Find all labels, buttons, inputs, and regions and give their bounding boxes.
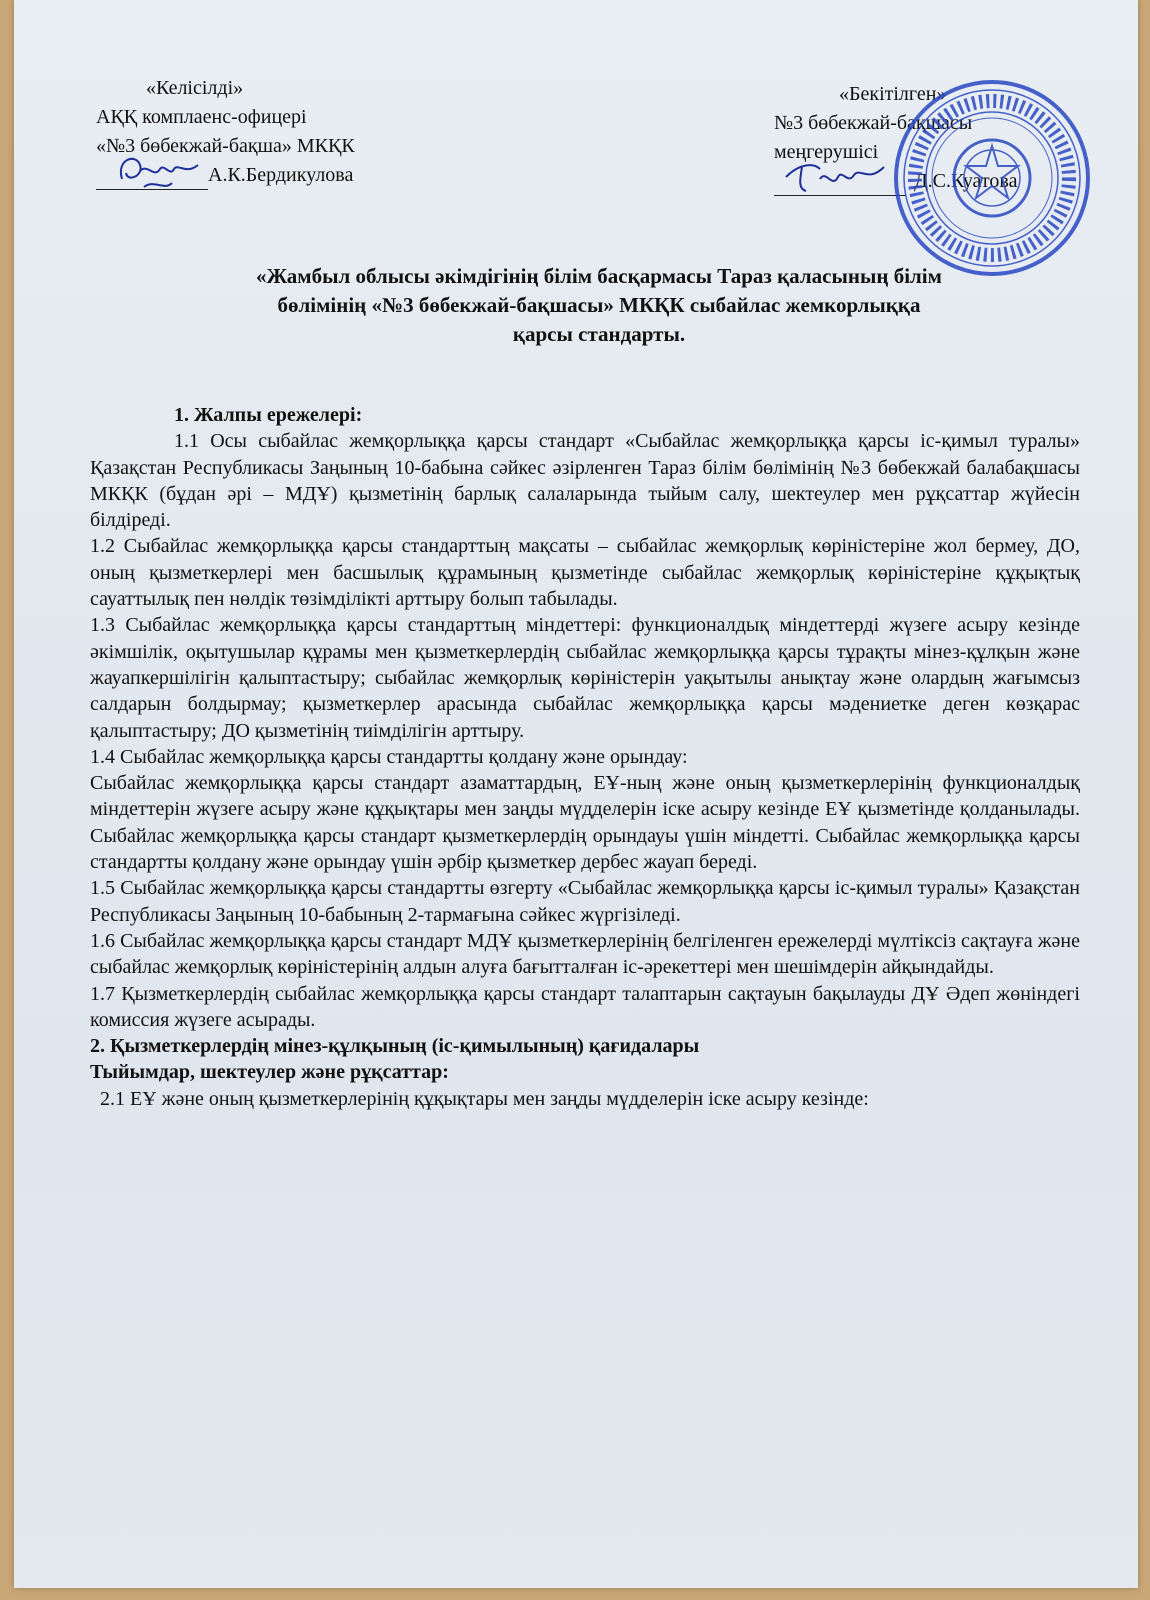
title-line-2: бөлімінің «№3 бөбекжай-бақшасы» МКҚК сыбайлас жемкорлыққа xyxy=(277,293,921,317)
agreed-signer-name: А.К.Бердикулова xyxy=(208,164,354,186)
approved-position: меңгерушісі xyxy=(774,141,879,163)
agreed-organization: «№3 бөбекжай-бақша» МКҚК xyxy=(96,135,355,157)
approved-label: «Бекітілген» xyxy=(839,83,947,105)
agreed-label: «Келісілді» xyxy=(146,77,244,99)
approved-signature-line xyxy=(774,173,906,196)
paragraph-1-2: 1.2 Сыбайлас жемқорлыққа қарсы стандарттың мақсаты – сыбайлас жемқорлық көріністеріне жол бермеу, ДО, оның қызметкерлері мен басшылық құрамының қызметінде сыбайлас жемқорлық көріністеріне құқықтық сауаттылық пен нөлдік төзімділікті арттыру болып табылады. xyxy=(90,535,1080,611)
paragraph-1-4-body: Сыбайлас жемқорлыққа қарсы стандарт азаматтардың, ЕҰ-ның және оның қызметкерлерінің функционалдық міндеттерін жүзеге асыру және құқықтары мен заңды мүдделерін іске асыру кезінде ЕҰ қызметінде қолданылады. Сыбайлас жемқорлыққа қарсы стандарт қызметкерлердің орындауы үшін міндетті. Сыбайлас жемқорлыққа қарсы стандартты қолдану және орындау үшін әрбір қызметкер дербес жауап береді. xyxy=(90,772,1080,874)
handwritten-signature-icon xyxy=(780,155,890,199)
paragraph-1-6: 1.6 Сыбайлас жемқорлыққа қарсы стандарт МДҰ қызметкерлерінің белгіленген ережелерді мүлтіксіз сақтауға және сыбайлас жемқорлық көріністерінің алдын алуға бағытталған іс-әрекеттері мен шешімдерін айқындайды. xyxy=(90,929,1080,979)
agreed-position: АҚҚ комплаенс-офицері xyxy=(96,106,307,128)
approved-organization: №3 бөбекжай-бақшасы xyxy=(774,112,973,134)
document-title xyxy=(114,262,1084,349)
approved-signer-name: Д.С.Куатова xyxy=(914,170,1018,192)
agreed-signature-row xyxy=(96,161,355,190)
paragraph-1-1: 1.1 Осы сыбайлас жемқорлыққа қарсы стандарт «Сыбайлас жемқорлыққа қарсы іс-қимыл туралы» Қазақстан Республикасы Заңының 10-бабына сәйкес әзірленген Тараз білім бөлімінің №3 бөбекжай балабақшасы МКҚК (бұдан әрі – МДҰ) қызметінің барлық салаларында тыйым салу, шектеулер мен рұқсаттар жүйесін білдіреді. xyxy=(90,430,1080,532)
document-page xyxy=(14,0,1138,1588)
paragraph-2-1: 2.1 ЕҰ және оның қызметкерлерінің құқықтары мен заңды мүдделерін іске асыру кезінде: xyxy=(100,1087,869,1110)
paragraph-1-5: 1.5 Сыбайлас жемқорлыққа қарсы стандартты өзгерту «Сыбайлас жемқорлыққа қарсы іс-қимыл туралы» Қазақстан Республикасы Заңының 10-бабының 2-тармағына сәйкес жүргізіледі. xyxy=(90,877,1080,926)
section-2-heading: 2. Қызметкерлердің мінез-құлқының (іс-қимылының) қағидалары xyxy=(90,1035,700,1058)
approval-block-agreed xyxy=(96,74,355,190)
paragraph-1-3: 1.3 Сыбайлас жемқорлыққа қарсы стандарттың міндеттері: функционалдық міндеттерді жүзеге асыру кезінде әкімшілік, оқытушылар құрамы мен қызметкерлердің сыбайлас жемқорлыққа қарсы тұрақты мінез-құлқын және жауапкершілігін қалыптастыру; сыбайлас жемқорлық көріністерін уақытылы анықтау және олардың жағымсыз салдарын болдырмау; қызметкерлер арасында сыбайлас жемқорлыққа қарсы мәдениетке деген көзқарас қалыптастыру; ДО қызметінің тиімділігін арттыру. xyxy=(90,614,1080,742)
section-2-subheading: Тыйымдар, шектеулер және рұқсаттар: xyxy=(90,1061,449,1084)
title-line-3: қарсы стандарты. xyxy=(512,322,686,346)
agreed-signature-line xyxy=(96,167,208,190)
paragraph-1-4: 1.4 Сыбайлас жемқорлыққа қарсы стандартты қолдану және орындау: xyxy=(90,745,688,768)
handwritten-signature-icon xyxy=(114,149,204,193)
section-1-heading: 1. Жалпы ережелері: xyxy=(174,404,363,426)
official-seal-icon xyxy=(892,78,1092,278)
paragraph-1-7: 1.7 Қызметкерлердің сыбайлас жемқорлыққа қарсы стандарт талаптарын сақтауын бақылауды ДҰ Әдеп жөніндегі комиссия жүзеге асырады. xyxy=(90,982,1080,1031)
document-body xyxy=(90,402,1080,1112)
title-line-1: «Жамбыл облысы әкімдігінің білім басқармасы Тараз қаласының білім xyxy=(256,264,942,288)
